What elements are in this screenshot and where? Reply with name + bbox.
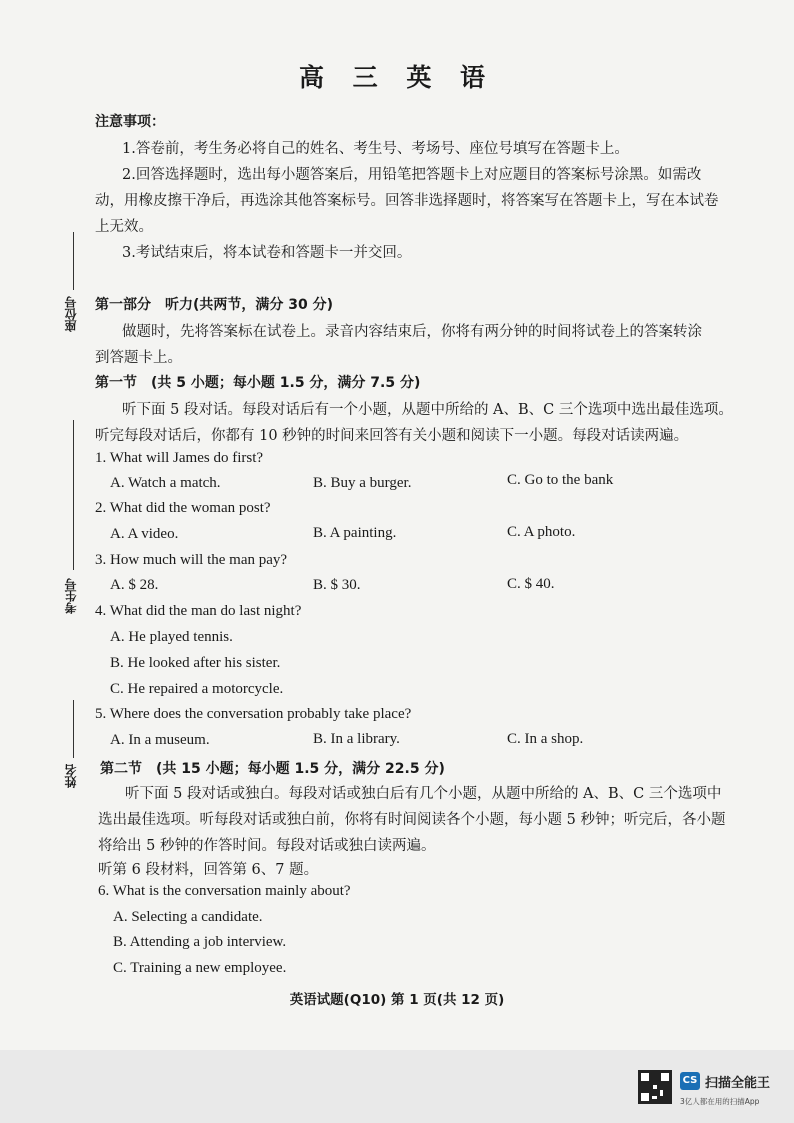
q5-option-c: C. In a shop.: [507, 731, 584, 747]
exam-no-line: [73, 420, 74, 570]
section1-heading: 第一节 (共 5 小题；每小题 1.5 分，满分 7.5 分): [95, 375, 421, 391]
scanner-logo: CS: [680, 1072, 700, 1090]
notice-item-2-line-3: 上无效。: [95, 219, 153, 235]
notice-item-1: 1.答卷前，考生务必将自己的姓名、考生号、考场号、座位号填写在答题卡上。: [122, 141, 629, 157]
notice-item-2-line-2: 动，用橡皮擦干净后，再选涂其他答案标号。回答非选择题时，将答案写在答题卡上，写在本试卷: [95, 193, 719, 209]
section2-intro-line-3: 将给出 5 秒钟的作答时间。每段对话或独白读两遍。: [98, 838, 436, 854]
material-6-instruction: 听第 6 段材料，回答第 6、7 题。: [98, 862, 319, 878]
q5-option-b: B. In a library.: [313, 731, 400, 747]
section2-intro-line-1: 听下面 5 段对话或独白。每段对话或独白后有几个小题，从题中所给的 A、B、C 三个选项中: [125, 786, 722, 802]
notice-item-2-line-1: 2.回答选择题时，选出每小题答案后，用铅笔把答题卡上对应题目的答案标号涂黑。如需改: [122, 167, 702, 183]
section2-intro-line-2: 选出最佳选项。听每段对话或独白前，你将有时间阅读各个小题，每小题 5 秒钟；听完后，各小题: [98, 812, 726, 828]
section1-intro-line-1: 听下面 5 段对话。每段对话后有一个小题，从题中所给的 A、B、C 三个选项中选出最佳选项。: [122, 402, 733, 418]
q3-option-a: A. $ 28.: [110, 577, 159, 593]
q3-stem: 3. How much will the man pay?: [95, 552, 288, 568]
q4-stem: 4. What did the man do last night?: [95, 603, 302, 619]
part1-intro-line-2: 到答题卡上。: [95, 350, 182, 366]
q1-option-c: C. Go to the bank: [507, 472, 614, 488]
exam-no-label: 考生号: [64, 578, 78, 614]
q1-stem: 1. What will James do first?: [95, 450, 264, 466]
q5-option-a: A. In a museum.: [110, 732, 210, 748]
q2-option-b: B. A painting.: [313, 525, 397, 541]
notice-heading: 注意事项：: [95, 114, 165, 130]
section1-intro-line-2: 听完每段对话后，你都有 10 秒钟的时间来回答有关小题和阅读下一小题。每段对话读两遍。: [95, 428, 689, 444]
seat-label: 座位号: [64, 296, 78, 332]
section2-heading: 第二节 (共 15 小题；每小题 1.5 分，满分 22.5 分): [100, 761, 445, 777]
seat-line: [73, 232, 74, 290]
page-footer: 英语试题(Q10) 第 1 页(共 12 页): [289, 992, 505, 1008]
scanner-tagline: 3亿人都在用的扫描App: [680, 1097, 760, 1106]
q4-option-c: C. He repaired a motorcycle.: [110, 681, 284, 697]
q6-stem: 6. What is the conversation mainly about?: [98, 883, 351, 899]
part1-intro-line-1: 做题时，先将答案标在试卷上。录音内容结束后，你将有两分钟的时间将试卷上的答案转涂: [122, 324, 702, 340]
q6-option-c: C. Training a new employee.: [113, 960, 287, 976]
q4-option-b: B. He looked after his sister.: [110, 655, 281, 671]
name-line: [73, 700, 74, 758]
q4-option-a: A. He played tennis.: [110, 629, 233, 645]
part1-heading: 第一部分 听力(共两节，满分 30 分): [95, 297, 334, 313]
q6-option-b: B. Attending a job interview.: [113, 934, 287, 950]
q2-option-c: C. A photo.: [507, 524, 576, 540]
scanner-app-name: 扫描全能王: [705, 1076, 771, 1091]
notice-item-3: 3.考试结束后，将本试卷和答题卡一并交回。: [122, 245, 412, 261]
name-label: 姓名: [64, 764, 78, 788]
q3-option-b: B. $ 30.: [313, 577, 361, 593]
q5-stem: 5. Where does the conversation probably take place?: [95, 706, 412, 722]
q1-option-a: A. Watch a match.: [110, 475, 221, 491]
q6-option-a: A. Selecting a candidate.: [113, 909, 263, 925]
q2-option-a: A. A video.: [110, 526, 179, 542]
q3-option-c: C. $ 40.: [507, 576, 555, 592]
page-title: 高 三 英 语: [298, 63, 496, 92]
q1-option-b: B. Buy a burger.: [313, 475, 412, 491]
qr-code-icon: [638, 1070, 672, 1104]
q2-stem: 2. What did the woman post?: [95, 500, 271, 516]
